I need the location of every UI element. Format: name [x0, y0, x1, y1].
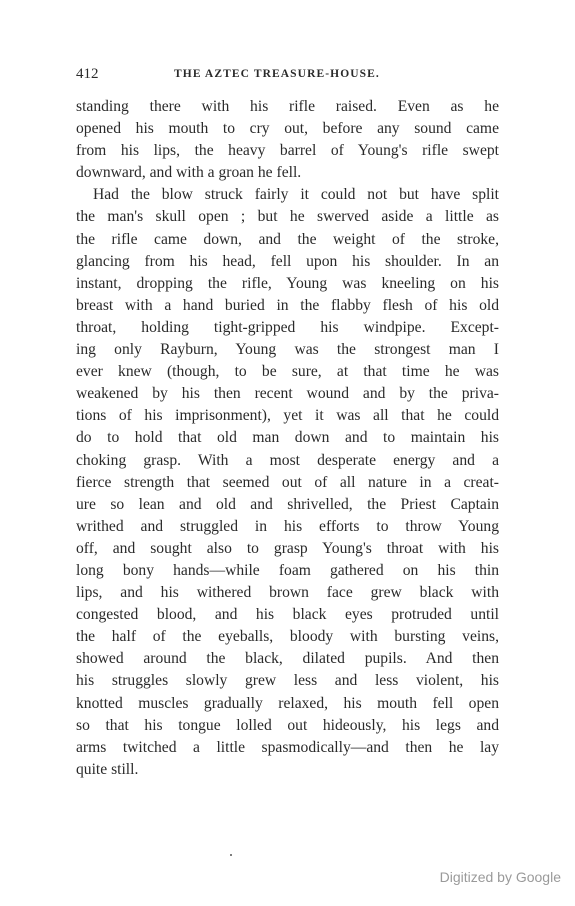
page-number: 412 — [76, 66, 99, 82]
text-line: long bony hands—while foam gathered on his thin — [76, 561, 499, 579]
text-line: opened his mouth to cry out, before any sound came — [76, 120, 499, 138]
text-line: ing only Rayburn, Young was the strongest man I — [76, 341, 499, 359]
text-line: the rifle came down, and the weight of the stroke, — [76, 230, 499, 248]
digitization-watermark: Digitized by Google — [439, 869, 561, 885]
text-line: quite still. — [76, 760, 139, 778]
text-line: downward, and with a groan he fell. — [76, 164, 302, 182]
text-line: throat, holding tight-gripped his windpipe. Except- — [76, 318, 499, 336]
text-line: off, and sought also to grasp Young's throat with his — [76, 539, 499, 557]
text-line: do to hold that old man down and to maintain his — [76, 429, 499, 447]
text-line: showed around the black, dilated pupils. And then — [76, 650, 499, 668]
text-line: from his lips, the heavy barrel of Young's rifle swept — [76, 142, 499, 160]
text-line: writhed and struggled in his efforts to throw Young — [76, 517, 499, 535]
text-line: the half of the eyeballs, bloody with bursting veins, — [76, 628, 499, 646]
text-line: breast with a hand buried in the flabby flesh of his old — [76, 296, 499, 314]
running-head — [76, 64, 496, 84]
text-line: weakened by his then recent wound and by the priva- — [76, 385, 499, 403]
running-title: THE AZTEC TREASURE-HOUSE. — [174, 68, 380, 80]
stray-ink-mark — [230, 854, 232, 856]
text-line: lips, and his withered brown face grew black with — [76, 584, 499, 602]
text-line: ever knew (though, to be sure, at that time he was — [76, 363, 499, 381]
text-line: instant, dropping the rifle, Young was kneeling on his — [76, 274, 499, 292]
text-line: so that his tongue lolled out hideously, his legs and — [76, 716, 499, 734]
text-line: ure so lean and old and shrivelled, the Priest Captain — [76, 495, 499, 513]
text-line: tions of his imprisonment), yet it was all that he could — [76, 407, 499, 425]
text-line: Had the blow struck fairly it could not but have split — [93, 186, 499, 204]
text-line: standing there with his rifle raised. Even as he — [76, 98, 499, 115]
text-line: arms twitched a little spasmodically—and then he lay — [76, 738, 499, 756]
text-line: choking grasp. With a most desperate energy and a — [76, 451, 499, 469]
text-line: knotted muscles gradually relaxed, his mouth fell open — [76, 694, 499, 712]
text-line: his struggles slowly grew less and less violent, his — [76, 672, 499, 690]
text-line: glancing from his head, fell upon his shoulder. In an — [76, 252, 499, 270]
text-line: fierce strength that seemed out of all nature in a creat- — [76, 473, 499, 491]
text-line: congested blood, and his black eyes protruded until — [76, 606, 499, 624]
body-text — [76, 96, 499, 781]
text-line: the man's skull open ; but he swerved aside a little as — [76, 208, 499, 226]
